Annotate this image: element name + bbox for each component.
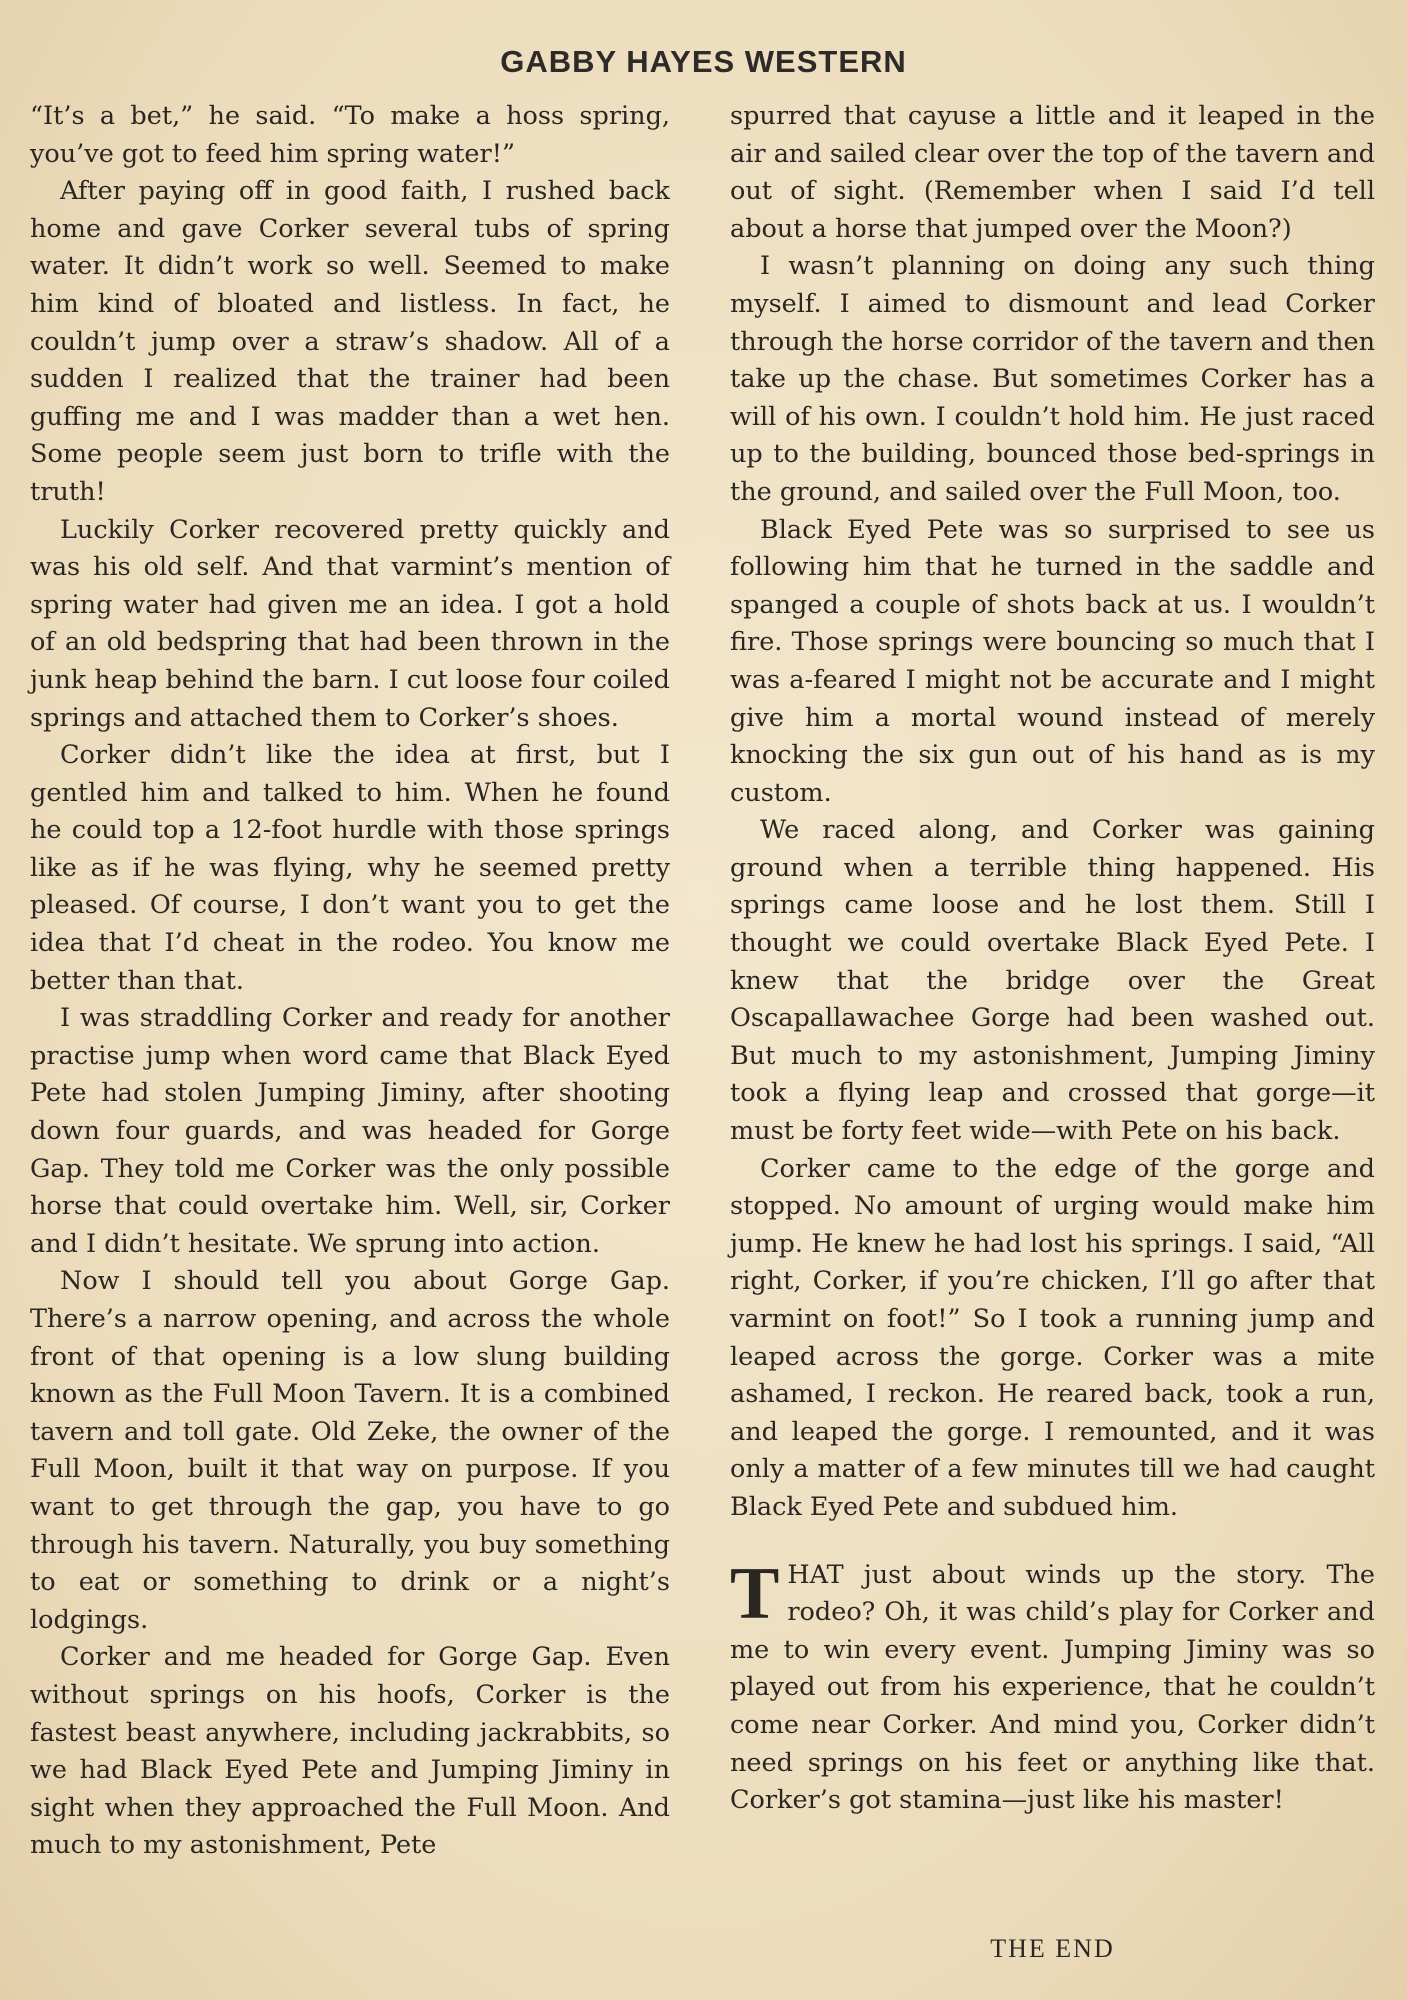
paragraph: Now I should tell you about Gorge Gap. There’s a narrow opening, and across the whole front of that opening is a low slung building known as the Full Moon Tavern. It is a combined tavern and toll gate. Old Zeke, the owner of the Full Moon, built it that way on purpose. If you want to get through the gap, you have to go through his tavern. Naturally, you buy something to eat or something to drink or a night’s lodgings. bbox=[30, 1266, 670, 1635]
final-paragraph-text: HAT just about winds up the story. The rodeo? Oh, it was child’s play for Corker and me to win every event. Jumping Jiminy was so played out from his experience, that he couldn’t come near Corker. And mind you, Corker didn’t need springs on his feet or anything like that. Corker’s got stamina—just like his master! bbox=[730, 1559, 1375, 1816]
page-title: GABBY HAYES WESTERN bbox=[500, 44, 907, 79]
the-end-label: THE END bbox=[990, 1934, 1115, 1963]
paragraph: I was straddling Corker and ready for another practise jump when word came that Black Eyed Pete had stolen Jumping Jiminy, after shooting down four guards, and was headed for Gorge Gap. They told me Corker was the only possible horse that could overtake him. Well, sir, Corker and I didn’t hesitate. We sprung into action. bbox=[30, 1003, 670, 1259]
paragraph: I wasn’t planning on doing any such thing myself. I aimed to dismount and lead Corker through the horse corridor of the tavern and then take up the chase. But sometimes Corker has a will of his own. I couldn’t hold him. He just raced up to the building, bounced those bed-springs in the ground, and sailed over the Full Moon, too. bbox=[730, 251, 1375, 507]
paragraph: After paying off in good faith, I rushed back home and gave Corker several tubs of spring water. It didn’t work so well. Seemed to make him kind of bloated and listless. In fact, he couldn’t jump over a straw’s shadow. All of a sudden I realized that the trainer had been guffing me and I was madder than a wet hen. Some people seem just born to trifle with the truth! bbox=[30, 176, 670, 507]
paragraph: Luckily Corker recovered pretty quickly and was his old self. And that varmint’s mention of spring water had given me an idea. I got a hold of an old bedspring that had been thrown in the junk heap behind the barn. I cut loose four coiled springs and attached them to Corker’s shoes. bbox=[30, 514, 670, 733]
left-column bbox=[30, 98, 670, 1865]
drop-cap: T bbox=[730, 1552, 780, 1635]
paragraph: Corker and me headed for Gorge Gap. Even without springs on his hoofs, Corker is the fastest beast anywhere, including jackrabbits, so we had Black Eyed Pete and Jumping Jiminy in sight when they approached the Full Moon. And much to my astonishment, Pete bbox=[30, 1642, 670, 1861]
paragraph: spurred that cayuse a little and it leaped in the air and sailed clear over the top of the tavern and out of sight. (Remember when I said I’d tell about a horse that jumped over the Moon?) bbox=[730, 101, 1375, 244]
paragraph: Corker came to the edge of the gorge and stopped. No amount of urging would make him jump. He knew he had lost his springs. I said, “All right, Corker, if you’re chicken, I’ll go after that varmint on foot!” So I took a running jump and leaped across the gorge. Corker was a mite ashamed, I reckon. He reared back, took a run, and leaped the gorge. I remounted, and it was only a matter of a few minutes till we had caught Black Eyed Pete and subdued him. bbox=[730, 1153, 1375, 1522]
right-column bbox=[730, 98, 1375, 1820]
paragraph: We raced along, and Corker was gaining ground when a terrible thing happened. His springs came loose and he lost them. Still I thought we could overtake Black Eyed Pete. I knew that the bridge over the Great Oscapallawachee Gorge had been washed out. But much to my astonishment, Jumping Jiminy took a flying leap and crossed that gorge—it must be forty feet wide—with Pete on his back. bbox=[730, 815, 1375, 1147]
paragraph: Black Eyed Pete was so surprised to see us following him that he turned in the saddle and spanged a couple of shots back at us. I wouldn’t fire. Those springs were bouncing so much that I was a-feared I might not be accurate and I might give him a mortal wound instead of merely knocking the six gun out of his hand as is my custom. bbox=[730, 514, 1375, 808]
paragraph: Corker didn’t like the idea at first, but I gentled him and talked to him. When he found he could top a 12-foot hurdle with those springs like as if he was flying, why he seemed pretty pleased. Of course, I don’t want you to get the idea that I’d cheat in the rodeo. You know me better than that. bbox=[30, 740, 670, 996]
paragraph: “It’s a bet,” he said. “To make a hoss spring, you’ve got to feed him spring water!” bbox=[30, 101, 670, 169]
final-paragraph bbox=[730, 1552, 1375, 1820]
